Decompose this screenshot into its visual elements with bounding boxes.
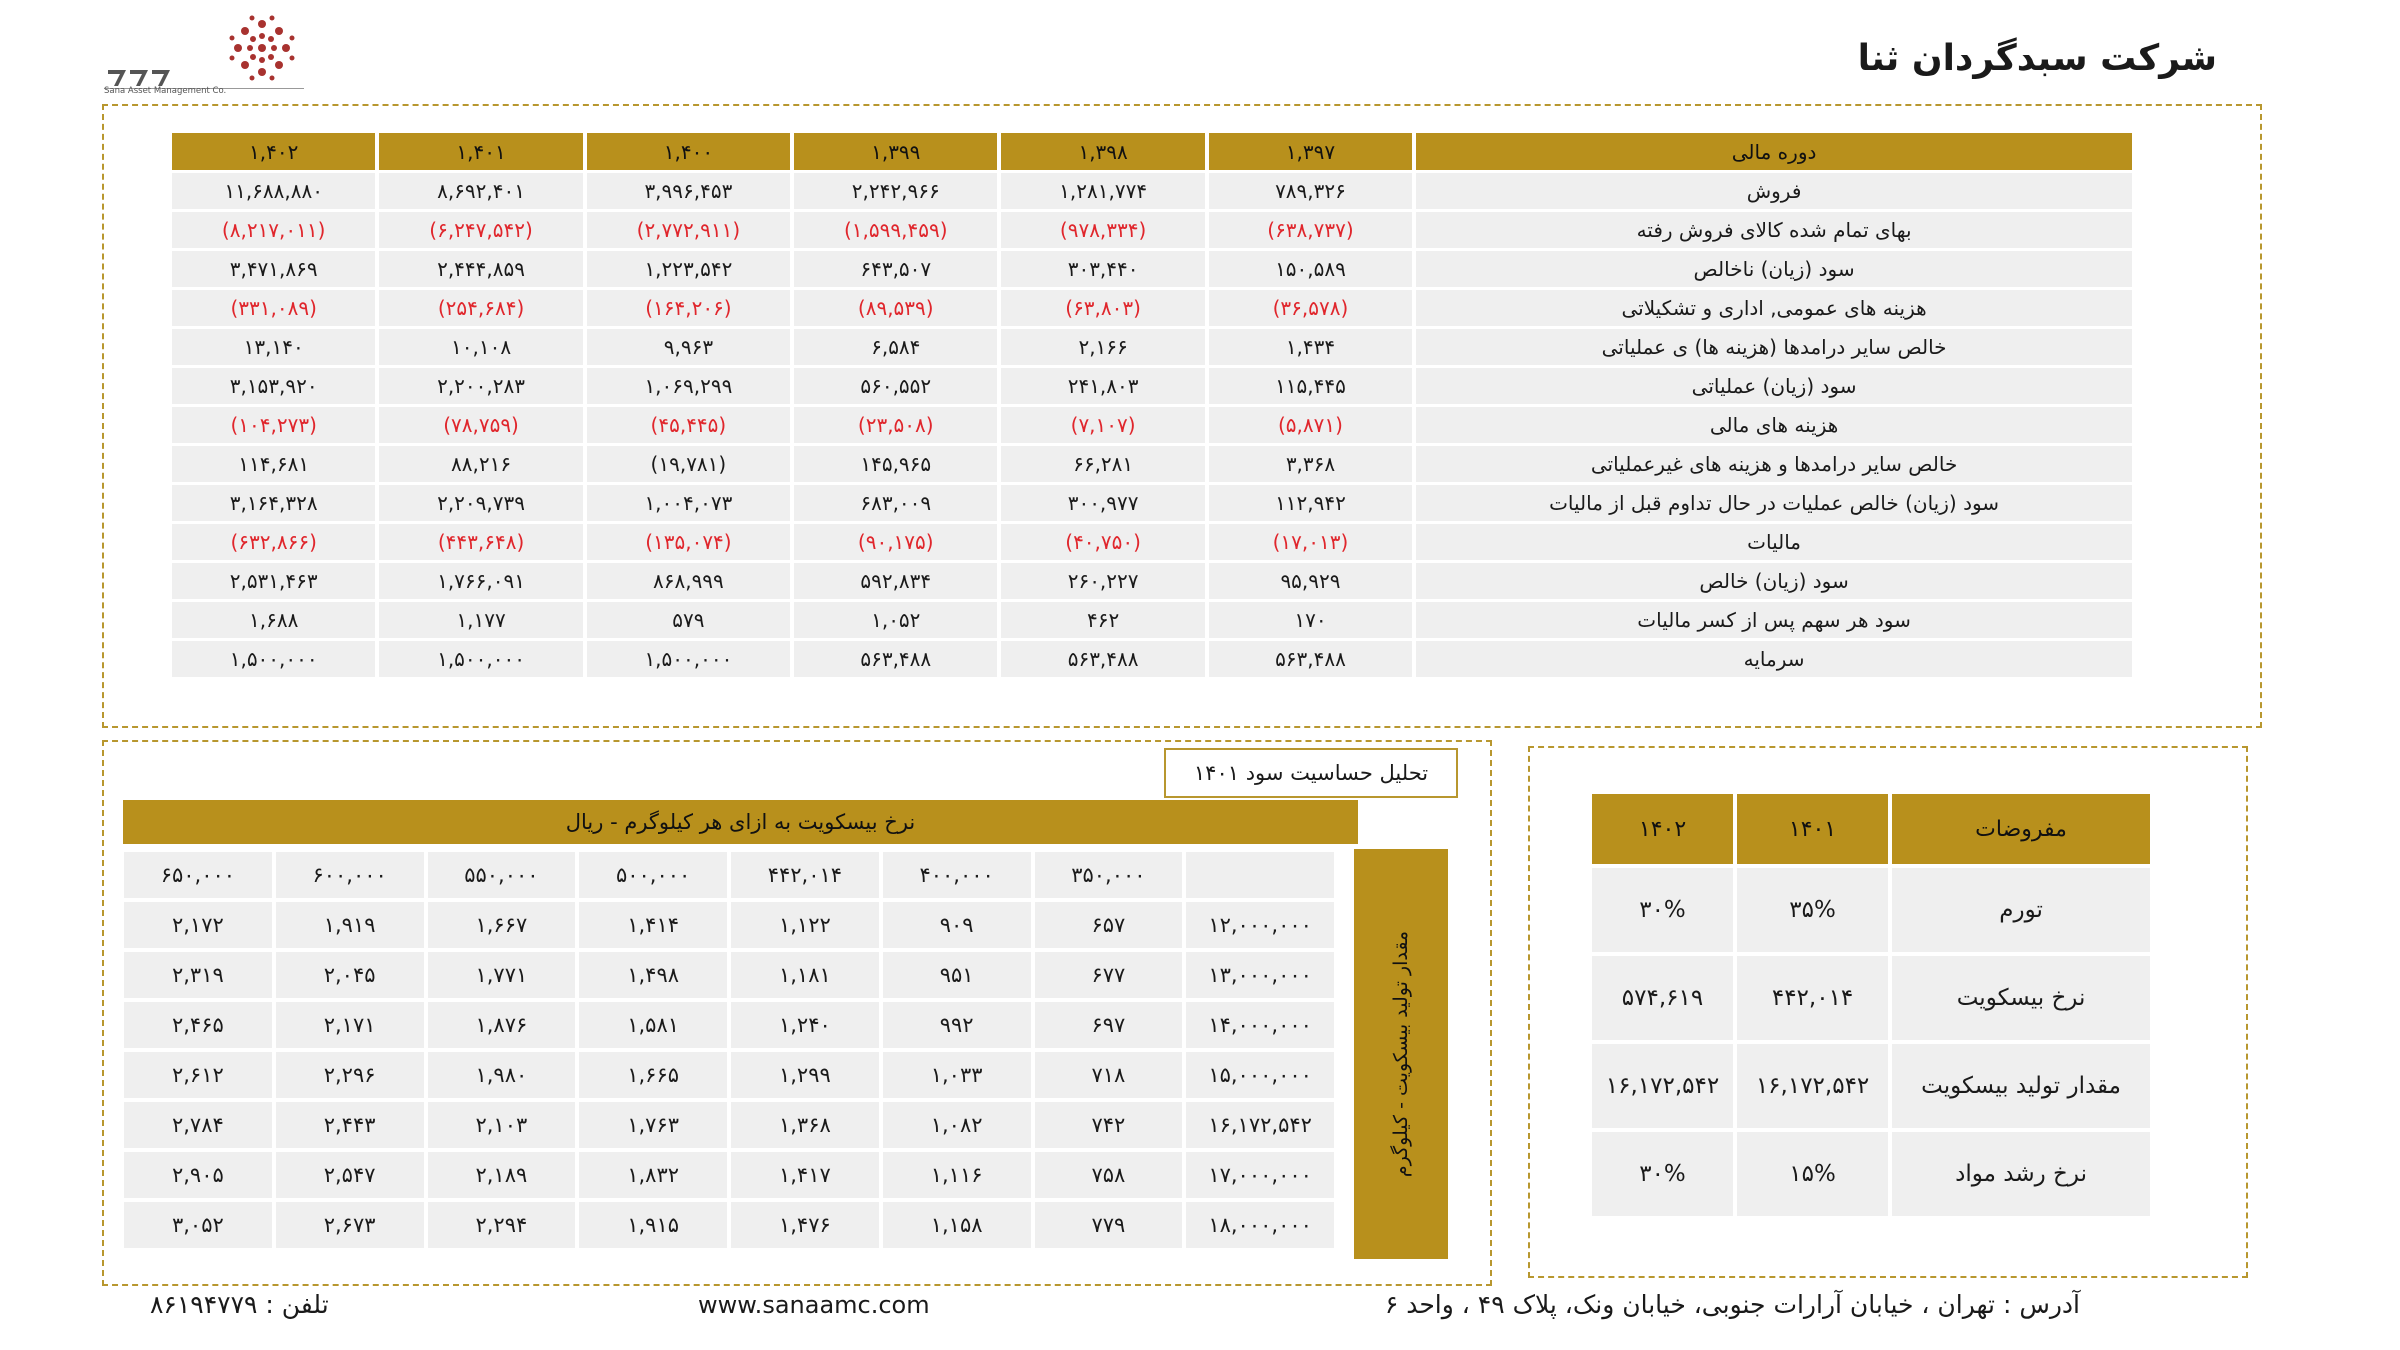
row-label: فروش — [1416, 173, 2132, 209]
table-row — [124, 902, 1334, 948]
value-cell: ۱,۰۶۹,۲۹۹ — [587, 368, 790, 404]
sensitivity-value: ۱,۷۷۱ — [428, 952, 576, 998]
table-row — [1592, 1044, 2150, 1128]
value-cell: ۶,۵۸۴ — [794, 329, 997, 365]
sensitivity-value: ۲,۷۸۴ — [124, 1102, 272, 1148]
value-cell: (۱۰۴,۲۷۳) — [172, 407, 375, 443]
value-cell: ۳۰۳,۴۴۰ — [1001, 251, 1204, 287]
year-header: ۱,۳۹۹ — [794, 133, 997, 170]
sensitivity-value: ۱,۰۸۲ — [883, 1102, 1031, 1148]
sensitivity-table — [120, 848, 1338, 1252]
quantity-cell: ۱۲,۰۰۰,۰۰۰ — [1186, 902, 1334, 948]
assumption-label: نرخ بیسکویت — [1892, 956, 2150, 1040]
quantity-cell: ۱۵,۰۰۰,۰۰۰ — [1186, 1052, 1334, 1098]
sensitivity-value: ۲,۲۹۴ — [428, 1202, 576, 1248]
assumption-value: ۳۰% — [1592, 868, 1733, 952]
quantity-axis-label: مقدار تولید بیسکویت - کیلوگرم — [1390, 930, 1412, 1178]
value-cell: ۱,۷۶۶,۰۹۱ — [379, 563, 582, 599]
value-cell: ۱,۴۳۴ — [1209, 329, 1412, 365]
table-row — [172, 329, 2132, 365]
assumption-value: ۱۵% — [1737, 1132, 1888, 1216]
value-cell: ۱,۰۰۴,۰۷۳ — [587, 485, 790, 521]
value-cell: ۱,۱۷۷ — [379, 602, 582, 638]
table-row — [172, 641, 2132, 677]
sensitivity-value: ۱,۹۱۹ — [276, 902, 424, 948]
sensitivity-value: ۷۷۹ — [1035, 1202, 1183, 1248]
row-label: هزینه های عمومی, اداری و تشکیلاتی — [1416, 290, 2132, 326]
value-cell: ۲,۲۰۹,۷۳۹ — [379, 485, 582, 521]
period-header: دوره مالی — [1416, 133, 2132, 170]
value-cell: ۳,۹۹۶,۴۵۳ — [587, 173, 790, 209]
assumptions-table — [1588, 790, 2154, 1220]
sensitivity-value: ۱,۲۴۰ — [731, 1002, 879, 1048]
sensitivity-value: ۲,۱۸۹ — [428, 1152, 576, 1198]
value-cell: (۶۳۸,۷۳۷) — [1209, 212, 1412, 248]
value-cell: (۶,۲۴۷,۵۴۲) — [379, 212, 582, 248]
logo-caption: Sana Asset Management Co. — [104, 86, 227, 96]
price-header: ۵۵۰,۰۰۰ — [428, 852, 576, 898]
table-row — [172, 368, 2132, 404]
sensitivity-value: ۹۰۹ — [883, 902, 1031, 948]
value-cell: ۶۴۳,۵۰۷ — [794, 251, 997, 287]
sensitivity-value: ۲,۹۰۵ — [124, 1152, 272, 1198]
sensitivity-value: ۶۵۷ — [1035, 902, 1183, 948]
sensitivity-value: ۲,۴۴۳ — [276, 1102, 424, 1148]
price-header: ۶۰۰,۰۰۰ — [276, 852, 424, 898]
value-cell: (۲,۷۷۲,۹۱۱) — [587, 212, 790, 248]
corner-cell — [1186, 852, 1334, 898]
value-cell: ۲,۲۴۲,۹۶۶ — [794, 173, 997, 209]
sensitivity-value: ۲,۳۱۹ — [124, 952, 272, 998]
sensitivity-value: ۱,۱۵۸ — [883, 1202, 1031, 1248]
table-row — [124, 1202, 1334, 1248]
value-cell: (۷۸,۷۵۹) — [379, 407, 582, 443]
price-header-row — [124, 852, 1334, 898]
row-label: سود (زیان) خالص عملیات در حال تداوم قبل از مالیات — [1416, 485, 2132, 521]
sensitivity-value: ۲,۱۷۲ — [124, 902, 272, 948]
price-header: ۶۵۰,۰۰۰ — [124, 852, 272, 898]
table-row — [1592, 1132, 2150, 1216]
sensitivity-value: ۱,۴۱۴ — [579, 902, 727, 948]
value-cell: (۱۷,۰۱۳) — [1209, 524, 1412, 560]
sensitivity-value: ۱,۹۸۰ — [428, 1052, 576, 1098]
row-label: هزینه های مالی — [1416, 407, 2132, 443]
value-cell: ۱,۵۰۰,۰۰۰ — [172, 641, 375, 677]
sensitivity-value: ۶۷۷ — [1035, 952, 1183, 998]
row-label: سود هر سهم پس از کسر مالیات — [1416, 602, 2132, 638]
value-cell: (۸۹,۵۳۹) — [794, 290, 997, 326]
value-cell: (۶۳,۸۰۳) — [1001, 290, 1204, 326]
value-cell: ۱۳,۱۴۰ — [172, 329, 375, 365]
value-cell: ۳۰۰,۹۷۷ — [1001, 485, 1204, 521]
row-label: مالیات — [1416, 524, 2132, 560]
value-cell: ۶۸۳,۰۰۹ — [794, 485, 997, 521]
sensitivity-value: ۱,۹۱۵ — [579, 1202, 727, 1248]
table-row — [124, 1102, 1334, 1148]
value-cell: ۱۱۵,۴۴۵ — [1209, 368, 1412, 404]
price-header: ۳۵۰,۰۰۰ — [1035, 852, 1183, 898]
value-cell: ۱۱,۶۸۸,۸۸۰ — [172, 173, 375, 209]
value-cell: ۶۶,۲۸۱ — [1001, 446, 1204, 482]
table-row — [1592, 868, 2150, 952]
year-header: ۱,۴۰۱ — [379, 133, 582, 170]
value-cell: ۱۱۴,۶۸۱ — [172, 446, 375, 482]
sensitivity-value: ۱,۴۱۷ — [731, 1152, 879, 1198]
assumption-value: ۱۶,۱۷۲,۵۴۲ — [1592, 1044, 1733, 1128]
assumption-value: ۱۶,۱۷۲,۵۴۲ — [1737, 1044, 1888, 1128]
year-header: ۱,۳۹۷ — [1209, 133, 1412, 170]
value-cell: ۸,۶۹۲,۴۰۱ — [379, 173, 582, 209]
sensitivity-value: ۹۹۲ — [883, 1002, 1031, 1048]
value-cell: (۴۴۳,۶۴۸) — [379, 524, 582, 560]
value-cell: ۳,۳۶۸ — [1209, 446, 1412, 482]
quantity-cell: ۱۷,۰۰۰,۰۰۰ — [1186, 1152, 1334, 1198]
sensitivity-value: ۲,۱۷۱ — [276, 1002, 424, 1048]
assumptions-label-header: مفروضات — [1892, 794, 2150, 864]
assumptions-header-row — [1592, 794, 2150, 864]
value-cell: ۲۴۱,۸۰۳ — [1001, 368, 1204, 404]
table-row — [124, 1002, 1334, 1048]
assumption-label: نرخ رشد مواد — [1892, 1132, 2150, 1216]
footer-website[interactable]: www.sanaamc.com — [698, 1291, 930, 1319]
table-row — [1592, 956, 2150, 1040]
value-cell: (۲۳,۵۰۸) — [794, 407, 997, 443]
value-cell: ۱,۶۸۸ — [172, 602, 375, 638]
value-cell: (۵,۸۷۱) — [1209, 407, 1412, 443]
value-cell: ۲,۲۰۰,۲۸۳ — [379, 368, 582, 404]
value-cell: ۱۱۲,۹۴۲ — [1209, 485, 1412, 521]
row-label: سود (زیان) ناخالص — [1416, 251, 2132, 287]
price-header: ۴۴۲,۰۱۴ — [731, 852, 879, 898]
sensitivity-value: ۱,۴۷۶ — [731, 1202, 879, 1248]
sensitivity-value: ۲,۲۹۶ — [276, 1052, 424, 1098]
value-cell: ۵۶۳,۴۸۸ — [794, 641, 997, 677]
value-cell: (۹۰,۱۷۵) — [794, 524, 997, 560]
value-cell: ۸۶۸,۹۹۹ — [587, 563, 790, 599]
value-cell: (۳۳۱,۰۸۹) — [172, 290, 375, 326]
assumption-value: ۳۰% — [1592, 1132, 1733, 1216]
table-row — [172, 251, 2132, 287]
value-cell: ۱,۰۵۲ — [794, 602, 997, 638]
sensitivity-title: تحلیل حساسیت سود ۱۴۰۱ — [1164, 748, 1458, 798]
sensitivity-value: ۷۱۸ — [1035, 1052, 1183, 1098]
year-header: ۱,۴۰۰ — [587, 133, 790, 170]
table-row — [172, 602, 2132, 638]
sensitivity-value: ۹۵۱ — [883, 952, 1031, 998]
price-axis-header: نرخ بیسکویت به ازای هر کیلوگرم - ریال — [123, 800, 1358, 844]
sensitivity-value: ۱,۶۶۷ — [428, 902, 576, 948]
value-cell: ۱,۵۰۰,۰۰۰ — [587, 641, 790, 677]
sensitivity-value: ۱,۷۶۳ — [579, 1102, 727, 1148]
value-cell: ۹,۹۶۳ — [587, 329, 790, 365]
value-cell: ۵۹۲,۸۳۴ — [794, 563, 997, 599]
table-row — [172, 290, 2132, 326]
assumption-label: تورم — [1892, 868, 2150, 952]
sensitivity-value: ۲,۶۷۳ — [276, 1202, 424, 1248]
sensitivity-value: ۱,۱۸۱ — [731, 952, 879, 998]
table-row — [172, 485, 2132, 521]
value-cell: ۴۶۲ — [1001, 602, 1204, 638]
value-cell: ۵۶۳,۴۸۸ — [1001, 641, 1204, 677]
row-label: خالص سایر درامدها و هزینه های غیرعملیاتی — [1416, 446, 2132, 482]
row-label: سرمایه — [1416, 641, 2132, 677]
quantity-cell: ۱۴,۰۰۰,۰۰۰ — [1186, 1002, 1334, 1048]
table-row — [124, 1152, 1334, 1198]
year-header: ۱,۴۰۲ — [172, 133, 375, 170]
value-cell: ۱,۵۰۰,۰۰۰ — [379, 641, 582, 677]
row-label: خالص سایر درامدها (هزینه ها) ی عملیاتی — [1416, 329, 2132, 365]
year-header: ۱۴۰۱ — [1737, 794, 1888, 864]
assumption-label: مقدار تولید بیسکویت — [1892, 1044, 2150, 1128]
value-cell: (۸,۲۱۷,۰۱۱) — [172, 212, 375, 248]
income-statement-table — [168, 130, 2136, 680]
value-cell: ۱۷۰ — [1209, 602, 1412, 638]
quantity-cell: ۱۶,۱۷۲,۵۴۲ — [1186, 1102, 1334, 1148]
sensitivity-value: ۲,۶۱۲ — [124, 1052, 272, 1098]
sensitivity-value: ۱,۱۲۲ — [731, 902, 879, 948]
value-cell: (۹۷۸,۳۳۴) — [1001, 212, 1204, 248]
sensitivity-value: ۱,۸۷۶ — [428, 1002, 576, 1048]
assumption-value: ۳۵% — [1737, 868, 1888, 952]
footer-phone: تلفن : ۸۶۱۹۴۷۷۹ — [150, 1290, 329, 1319]
value-cell: ۸۸,۲۱۶ — [379, 446, 582, 482]
sensitivity-value: ۱,۸۳۲ — [579, 1152, 727, 1198]
sensitivity-value: ۱,۳۶۸ — [731, 1102, 879, 1148]
table-row — [172, 524, 2132, 560]
value-cell: ۷۸۹,۳۲۶ — [1209, 173, 1412, 209]
value-cell: ۳,۴۷۱,۸۶۹ — [172, 251, 375, 287]
value-cell: (۴۰,۷۵۰) — [1001, 524, 1204, 560]
value-cell: (۱۶۴,۲۰۶) — [587, 290, 790, 326]
value-cell: (۳۶,۵۷۸) — [1209, 290, 1412, 326]
value-cell: ۱,۲۲۳,۵۴۲ — [587, 251, 790, 287]
row-label: سود (زیان) خالص — [1416, 563, 2132, 599]
sensitivity-value: ۲,۴۶۵ — [124, 1002, 272, 1048]
sensitivity-value: ۷۵۸ — [1035, 1152, 1183, 1198]
table-row — [172, 173, 2132, 209]
sensitivity-value: ۱,۱۱۶ — [883, 1152, 1031, 1198]
footer-address: آدرس : تهران ، خیابان آرارات جنوبی، خیابان ونک، پلاک ۴۹ ، واحد ۶ — [1384, 1290, 2080, 1319]
value-cell: ۵۷۹ — [587, 602, 790, 638]
value-cell: (۶۳۲,۸۶۶) — [172, 524, 375, 560]
quantity-axis-header — [1354, 849, 1448, 1259]
sensitivity-value: ۱,۵۸۱ — [579, 1002, 727, 1048]
assumption-value: ۵۷۴,۶۱۹ — [1592, 956, 1733, 1040]
value-cell: ۱۰,۱۰۸ — [379, 329, 582, 365]
value-cell: ۳,۱۵۳,۹۲۰ — [172, 368, 375, 404]
value-cell: (۱۳۵,۰۷۴) — [587, 524, 790, 560]
value-cell: (۱,۵۹۹,۴۵۹) — [794, 212, 997, 248]
value-cell: (۱۹,۷۸۱) — [587, 446, 790, 482]
value-cell: ۱۵۰,۵۸۹ — [1209, 251, 1412, 287]
value-cell: (۲۵۴,۶۸۴) — [379, 290, 582, 326]
year-header: ۱۴۰۲ — [1592, 794, 1733, 864]
value-cell: ۵۶۳,۴۸۸ — [1209, 641, 1412, 677]
sensitivity-value: ۲,۰۴۵ — [276, 952, 424, 998]
value-cell: (۷,۱۰۷) — [1001, 407, 1204, 443]
table-row — [172, 407, 2132, 443]
value-cell: ۲,۱۶۶ — [1001, 329, 1204, 365]
sensitivity-value: ۱,۴۹۸ — [579, 952, 727, 998]
sensitivity-value: ۱,۰۳۳ — [883, 1052, 1031, 1098]
sensitivity-value: ۶۹۷ — [1035, 1002, 1183, 1048]
sensitivity-value: ۷۴۲ — [1035, 1102, 1183, 1148]
value-cell: ۳,۱۶۴,۳۲۸ — [172, 485, 375, 521]
quantity-cell: ۱۸,۰۰۰,۰۰۰ — [1186, 1202, 1334, 1248]
quantity-cell: ۱۳,۰۰۰,۰۰۰ — [1186, 952, 1334, 998]
row-label: سود (زیان) عملیاتی — [1416, 368, 2132, 404]
sensitivity-value: ۲,۱۰۳ — [428, 1102, 576, 1148]
table-header-row — [172, 133, 2132, 170]
table-row — [124, 952, 1334, 998]
value-cell: ۵۶۰,۵۵۲ — [794, 368, 997, 404]
sensitivity-value: ۲,۵۴۷ — [276, 1152, 424, 1198]
price-header: ۵۰۰,۰۰۰ — [579, 852, 727, 898]
value-cell: ۲,۵۳۱,۴۶۳ — [172, 563, 375, 599]
value-cell: ۹۵,۹۲۹ — [1209, 563, 1412, 599]
table-row — [124, 1052, 1334, 1098]
sensitivity-value: ۳,۰۵۲ — [124, 1202, 272, 1248]
table-row — [172, 446, 2132, 482]
value-cell: (۴۵,۴۴۵) — [587, 407, 790, 443]
table-row — [172, 563, 2132, 599]
year-header: ۱,۳۹۸ — [1001, 133, 1204, 170]
value-cell: ۲,۴۴۴,۸۵۹ — [379, 251, 582, 287]
assumption-value: ۴۴۲,۰۱۴ — [1737, 956, 1888, 1040]
value-cell: ۱۴۵,۹۶۵ — [794, 446, 997, 482]
price-header: ۴۰۰,۰۰۰ — [883, 852, 1031, 898]
value-cell: ۲۶۰,۲۲۷ — [1001, 563, 1204, 599]
row-label: بهای تمام شده کالای فروش رفته — [1416, 212, 2132, 248]
sensitivity-value: ۱,۶۶۵ — [579, 1052, 727, 1098]
company-title: شرکت سبدگردان ثنا — [1857, 38, 2217, 79]
sensitivity-value: ۱,۲۹۹ — [731, 1052, 879, 1098]
table-row — [172, 212, 2132, 248]
value-cell: ۱,۲۸۱,۷۷۴ — [1001, 173, 1204, 209]
